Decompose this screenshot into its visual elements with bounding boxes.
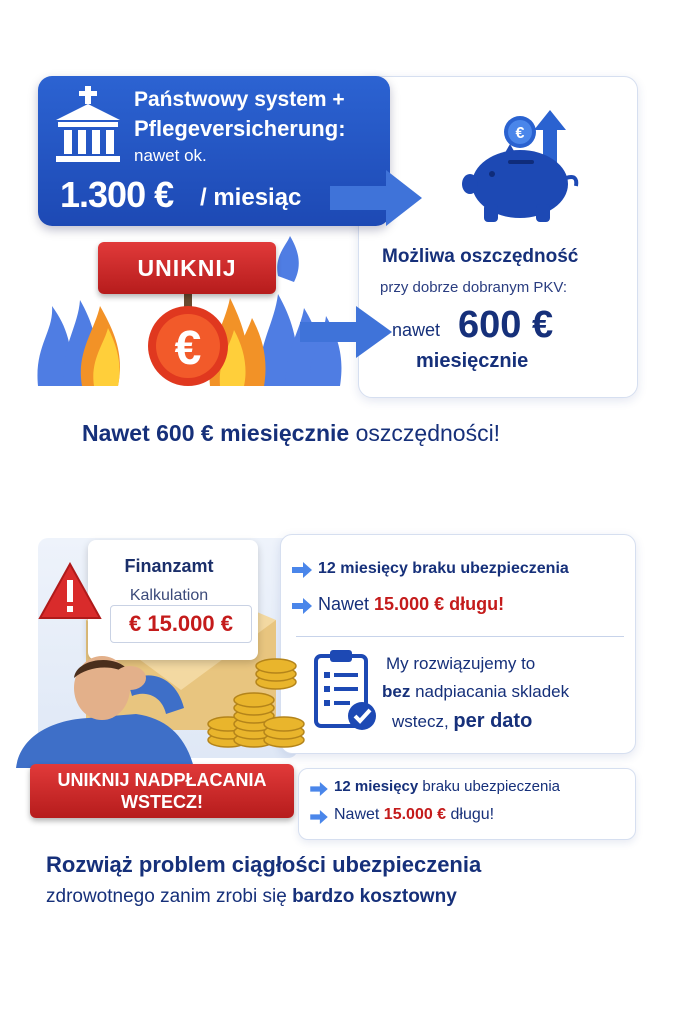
tax-document-subtitle: Kalkulation xyxy=(129,587,209,604)
svg-text:€: € xyxy=(174,322,202,375)
state-unit: / miesiąc xyxy=(200,184,302,211)
solution-per-dato: per dato xyxy=(453,710,533,732)
headline-continuity-sub xyxy=(46,886,457,908)
solution-line2-rest: nadpiacania skladek xyxy=(410,682,570,701)
tax-document-title: Finanzamt xyxy=(124,556,214,576)
debt-row-small xyxy=(334,806,494,824)
arrow-right-icon xyxy=(292,598,312,614)
solution-line3-prefix: wstecz, xyxy=(392,712,454,731)
bank-icon xyxy=(52,86,124,168)
solution-line1: My rozwiązujemy to xyxy=(386,654,536,673)
coins-icon xyxy=(206,648,310,752)
no-insurance-months-small xyxy=(334,778,560,795)
state-amount: 1.300 € xyxy=(60,174,174,215)
clipboard-checklist-icon xyxy=(314,648,378,732)
headline-continuity-emphasis: bardzo kosztowny xyxy=(292,886,457,907)
savings-subtitle: przy dobrze dobranym PKV: xyxy=(380,279,568,296)
arrow-right-icon xyxy=(300,304,392,360)
headline-continuity: Rozwiąż problem ciągłości ubezpieczenia xyxy=(46,852,482,877)
debt-small-prefix: Nawet xyxy=(334,806,384,823)
savings-amount: 600 € xyxy=(458,304,554,346)
headline-continuity-prefix: zdrowotnego zanim zrobi się xyxy=(46,886,293,907)
arrow-right-icon xyxy=(330,168,422,228)
avoid-backpay-line2: WSTECZ! xyxy=(121,792,203,812)
savings-title: Możliwa oszczędność xyxy=(382,246,579,267)
divider xyxy=(296,636,624,637)
headline-savings-bold: Nawet 600 € miesięcznie xyxy=(82,420,350,446)
headline-savings xyxy=(82,420,500,447)
debt-small-rest: długu! xyxy=(446,806,495,823)
months-count: 12 miesięcy xyxy=(334,778,419,795)
state-title-line1: Państwowy system + xyxy=(134,88,345,111)
debt-amount: 15.000 € długu! xyxy=(374,594,505,614)
solution-line2 xyxy=(382,682,569,702)
piggy-bank-icon xyxy=(462,104,586,228)
debt-small-amount: 15.000 € xyxy=(383,806,447,823)
arrow-right-icon xyxy=(310,782,328,796)
arrow-right-icon xyxy=(292,562,312,578)
headline-savings-rest: oszczędności! xyxy=(349,420,501,446)
debt-row xyxy=(318,594,504,615)
state-subtitle: nawet ok. xyxy=(134,146,207,165)
warning-icon xyxy=(38,562,102,620)
avoid-backpay-badge xyxy=(30,764,294,818)
tax-document-amount: € 15.000 € xyxy=(110,605,252,643)
arrow-right-icon xyxy=(310,810,328,824)
state-title-line2: Pflegeversicherung: xyxy=(134,116,346,141)
avoid-badge: UNIKNIJ xyxy=(98,242,276,294)
svg-text:€: € xyxy=(515,125,525,142)
stressed-person-illustration xyxy=(16,648,196,768)
no-insurance-months: 12 miesięcy braku ubezpieczenia xyxy=(318,560,569,577)
solution-bez: bez xyxy=(382,682,411,701)
solution-line3 xyxy=(392,710,532,733)
months-rest: braku ubezpieczenia xyxy=(418,778,561,795)
debt-prefix: Nawet xyxy=(318,594,375,614)
savings-unit: miesięcznie xyxy=(416,350,529,372)
avoid-backpay-line1: UNIKNIJ NADPŁACANIA xyxy=(57,770,267,790)
savings-prefix: nawet xyxy=(392,320,441,340)
